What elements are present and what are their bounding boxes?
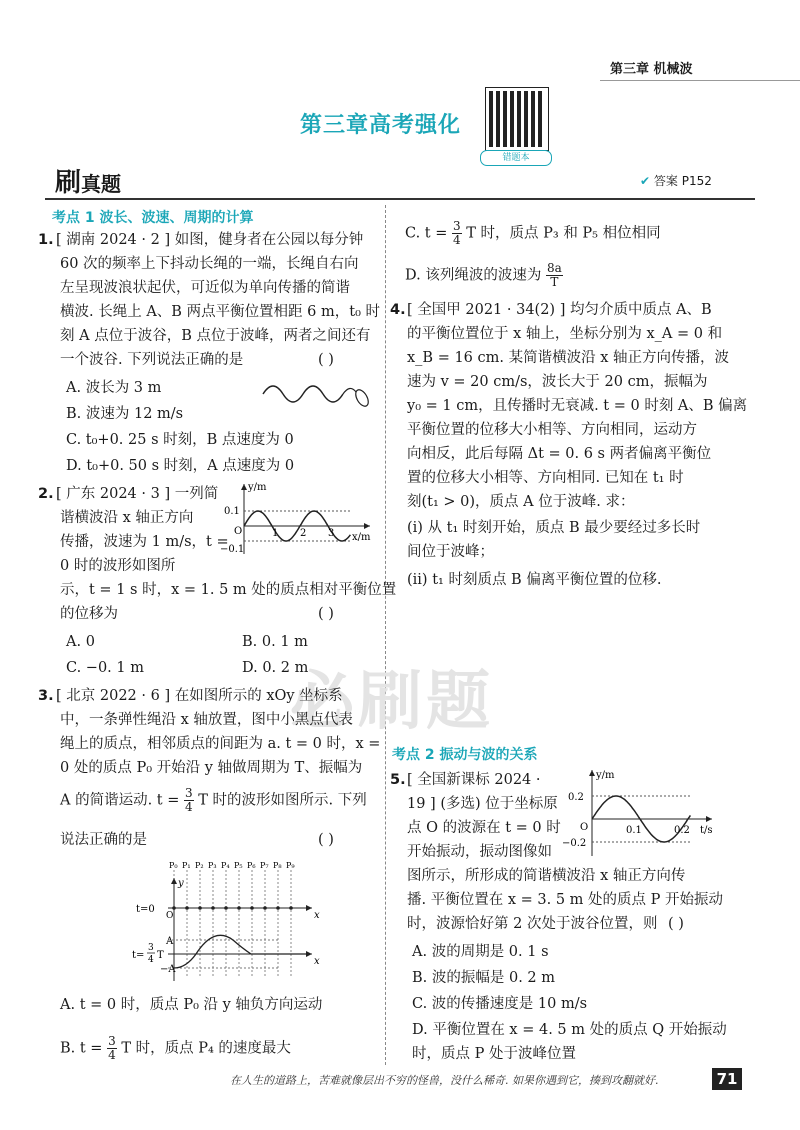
q2-ytick-bottom: −0.1 xyxy=(220,544,245,555)
q4-line-5: y₀ = 1 cm，且传播时无衰减. t = 0 时刻 A、B 偏离 xyxy=(407,398,748,414)
q3-point-label: P₅ xyxy=(234,861,243,870)
q3-line-3: 绳上的质点，相邻质点的间距为 a. t = 0 时，x = xyxy=(60,736,381,752)
q5-xlabel: t/s xyxy=(700,825,713,836)
footer-quote: 在人生的道路上，苦难就像层出不穷的怪兽，没什么稀奇. 如果你遇到它，揍到攻翻就好. xyxy=(230,1074,659,1087)
q3-line-4: 0 处的质点 P₀ 开始沿 y 轴做周期为 T、振幅为 xyxy=(60,760,363,776)
section-label-bold: 刷 xyxy=(55,168,82,198)
q5-xtick-1: 0.1 xyxy=(626,825,642,836)
q2-line-2: 谐横波沿 x 轴正方向 xyxy=(60,510,194,526)
page-title: 第三章高考强化 xyxy=(300,113,462,138)
q3-label-y: y xyxy=(178,878,184,889)
q2-line-1: [ 广东 2024 · 3 ] 一列简 xyxy=(56,486,219,502)
q4-line-2: 的平衡位置位于 x 轴上，坐标分别为 x_A = 0 和 xyxy=(407,326,723,342)
q2-xtick-1: 1 xyxy=(272,528,279,539)
q1-option-d[interactable]: D. t₀+0. 50 s 时刻，A 点速度为 0 xyxy=(66,458,295,474)
q3-option-c[interactable]: C. t = $\frac{3}{4}$ T 时，质点 P₃ 和 P₅ 相位相同 xyxy=(405,219,661,247)
section-label: 真题 xyxy=(81,172,122,196)
q4-line-6: 平衡位置的位移大小相等、方向相同，运动方 xyxy=(407,422,697,438)
q3-line-2: 中，一条弹性绳沿 x 轴放置，图中小黑点代表 xyxy=(60,712,353,728)
q3-point-label: P₆ xyxy=(247,861,256,870)
q2-number: 2. xyxy=(38,486,54,502)
q5-line-2: 19 ] (多选) 位于坐标原 xyxy=(407,796,558,812)
kp1-heading: 考点 1 波长、波速、周期的计算 xyxy=(52,210,254,226)
q3-string-graph xyxy=(130,856,330,986)
q1-number: 1. xyxy=(38,232,54,248)
q1-option-c[interactable]: C. t₀+0. 25 s 时刻，B 点速度为 0 xyxy=(66,432,294,448)
q3-point-label: P₃ xyxy=(208,861,217,870)
q2-option-c[interactable]: C. −0. 1 m xyxy=(66,660,144,676)
q2-xtick-2: 2 xyxy=(300,528,307,539)
q3-point-label: P₇ xyxy=(260,861,269,870)
answer-page: 答案 P152 xyxy=(653,174,712,188)
q2-xlabel: x/m xyxy=(352,532,371,543)
q5-line-7: 时，波源恰好第 2 次处于波谷位置，则 xyxy=(407,916,658,932)
q5-origin: O xyxy=(580,822,589,833)
q4-line-8: 置的位移大小相等、方向相同. 已知在 t₁ 时 xyxy=(407,470,684,486)
q3-point-label: P₀ xyxy=(169,861,178,870)
q3-label-t34-num: 3 xyxy=(148,943,154,953)
q1-line-4: 横波. 长绳上 A、B 两点平衡位置相距 6 m，t₀ 时 xyxy=(60,304,381,320)
q4-number: 4. xyxy=(390,302,406,318)
q5-ylabel: y/m xyxy=(596,770,615,781)
q3-line-6: 说法正确的是 xyxy=(60,832,147,848)
column-divider xyxy=(385,205,386,1065)
q3-point-label: P₄ xyxy=(221,861,230,870)
qr-label: 错题本 xyxy=(480,150,552,166)
q5-option-c[interactable]: C. 波的传播速度是 10 m/s xyxy=(412,996,588,1012)
q2-option-b[interactable]: B. 0. 1 m xyxy=(242,634,308,650)
q3-fraction: $\frac{3}{4}$ xyxy=(185,786,193,814)
q1-option-b[interactable]: B. 波速为 12 m/s xyxy=(66,406,184,422)
q2-option-d[interactable]: D. 0. 2 m xyxy=(242,660,309,676)
q5-number: 5. xyxy=(390,772,406,788)
q4-line-11: 间位于波峰； xyxy=(407,544,494,560)
qr-code[interactable] xyxy=(486,88,548,150)
q1-option-a[interactable]: A. 波长为 3 m xyxy=(66,380,162,396)
section-title xyxy=(55,162,121,199)
watermark: 必刷题 xyxy=(290,665,494,739)
section-rule xyxy=(45,198,755,200)
q2-answer-paren: ( ) xyxy=(318,606,334,622)
q3-point-label: P₂ xyxy=(195,861,204,870)
q1-line-3: 左呈现波浪状起伏，可近似为单向传播的简谐 xyxy=(60,280,350,296)
q5-xtick-2: 0.2 xyxy=(674,825,690,836)
q1-rope-figure xyxy=(258,372,373,417)
q5-ytick-top: 0.2 xyxy=(568,792,584,803)
q2-line-5: 示，t = 1 s 时，x = 1. 5 m 处的质点相对平衡位置 xyxy=(60,582,397,598)
q5-option-a[interactable]: A. 波的周期是 0. 1 s xyxy=(412,944,549,960)
q2-origin: O xyxy=(234,526,243,537)
answer-reference xyxy=(640,172,712,189)
q1-line-2: 60 次的频率上下抖动长绳的一端，长绳自右向 xyxy=(60,256,359,272)
q5-vibration-graph xyxy=(560,764,720,864)
q1-line-1: [ 湖南 2024 · 2 ] 如图，健身者在公园以每分钟 xyxy=(56,232,364,248)
q4-line-9: 刻(t₁ > 0)，质点 A 位于波峰. 求： xyxy=(407,494,635,510)
q2-line-3: 传播，波速为 1 m/s，t = xyxy=(60,534,229,550)
q2-wave-graph xyxy=(220,478,380,560)
q4-line-10: (i) 从 t₁ 时刻开始，质点 B 最少要经过多长时 xyxy=(407,520,701,536)
q2-ylabel: y/m xyxy=(248,482,267,493)
kp2-heading: 考点 2 振动与波的关系 xyxy=(392,747,538,763)
q3-line-5: A 的简谐运动. t = $\frac{3}{4}$ T 时的波形如图所示. 下列 xyxy=(60,786,367,814)
page-number: 71 xyxy=(712,1068,742,1090)
q4-line-4: 速为 v = 20 cm/s，波长大于 20 cm，振幅为 xyxy=(407,374,708,390)
q1-line-6: 一个波谷. 下列说法正确的是 xyxy=(60,352,244,368)
q5-option-d[interactable]: D. 平衡位置在 x = 4. 5 m 处的质点 Q 开始振动 xyxy=(412,1022,727,1038)
q3-label-x2: x xyxy=(314,956,320,967)
q3-label-O: O xyxy=(166,911,174,921)
q3-label-t34-T: T xyxy=(157,950,164,961)
q3-label-t0: t=0 xyxy=(136,904,155,915)
q4-line-3: x_B = 16 cm. 某简谐横波沿 x 轴正方向传播，波 xyxy=(407,350,729,366)
q4-line-7: 向相反，此后每隔 Δt = 0. 6 s 两者偏离平衡位 xyxy=(407,446,712,462)
q2-line-6: 的位移为 xyxy=(60,606,118,622)
q3-option-b[interactable]: B. t = $\frac{3}{4}$ T 时，质点 P₄ 的速度最大 xyxy=(60,1034,291,1062)
q5-line-1: [ 全国新课标 2024 · xyxy=(407,772,541,788)
q5-option-b[interactable]: B. 波的振幅是 0. 2 m xyxy=(412,970,556,986)
q3-label-A: A xyxy=(166,936,174,947)
q3-option-d[interactable]: D. 该列绳波的波速为 $\frac{8a}{T}$ xyxy=(405,261,562,289)
q3-point-label: P₉ xyxy=(286,861,295,870)
q1-answer-paren: ( ) xyxy=(318,352,334,368)
q4-line-12: (ii) t₁ 时刻质点 B 偏离平衡位置的位移. xyxy=(407,572,662,588)
q3-point-label: P₈ xyxy=(273,861,282,870)
q5-line-4: 开始振动，振动图像如 xyxy=(407,844,552,860)
q5-line-6: 播. 平衡位置在 x = 3. 5 m 处的质点 P 开始振动 xyxy=(407,892,723,908)
q5-option-d-cont: 时，质点 P 处于波峰位置 xyxy=(412,1046,576,1062)
q5-line-5: 图所示，所形成的简谐横波沿 x 轴正方向传 xyxy=(407,868,686,884)
chapter-header: 第三章 机械波 xyxy=(610,62,693,77)
q3-number: 3. xyxy=(38,688,54,704)
q3-label-negA: −A xyxy=(160,964,176,975)
header-divider xyxy=(600,80,800,81)
q3-answer-paren: ( ) xyxy=(318,832,334,848)
check-icon: ✔ xyxy=(640,174,651,188)
q2-xtick-3: 3 xyxy=(328,528,335,539)
q5-answer-paren: ( ) xyxy=(668,916,684,932)
q2-option-a[interactable]: A. 0 xyxy=(66,634,95,650)
q3-point-label: P₁ xyxy=(182,861,191,870)
q1-line-5: 刻 A 点位于波谷，B 点位于波峰，两者之间还有 xyxy=(60,328,371,344)
q3-label-t34: t= xyxy=(132,950,145,961)
q3-label-x1: x xyxy=(314,910,320,921)
q3-line-1: [ 北京 2022 · 6 ] 在如图所示的 xOy 坐标系 xyxy=(56,688,343,704)
q2-line-4: 0 时的波形如图所 xyxy=(60,558,176,574)
q3-option-a[interactable]: A. t = 0 时，质点 P₀ 沿 y 轴负方向运动 xyxy=(60,997,323,1013)
q3-label-t34-den: 4 xyxy=(148,955,154,965)
q5-ytick-bottom: −0.2 xyxy=(562,838,587,849)
q2-ytick-top: 0.1 xyxy=(224,506,240,517)
q4-line-1: [ 全国甲 2021 · 34(2) ] 均匀介质中质点 A、B xyxy=(407,302,712,318)
q5-line-3: 点 O 的波源在 t = 0 时 xyxy=(407,820,561,836)
